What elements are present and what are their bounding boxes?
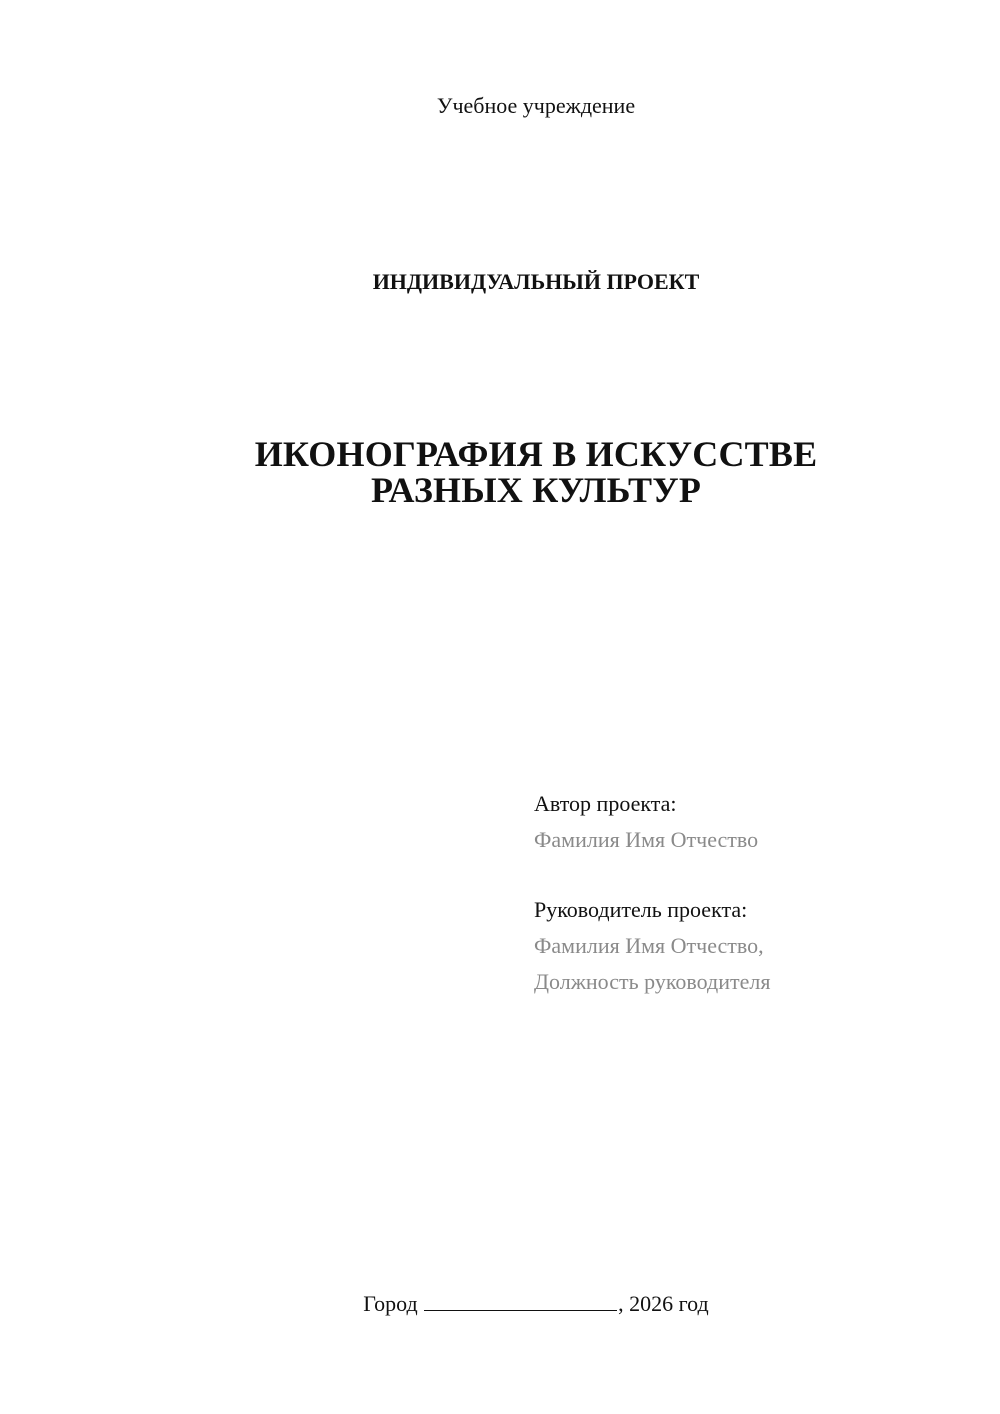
project-title-line-2: РАЗНЫХ КУЛЬТУР <box>370 470 702 510</box>
year-text: , 2026 год <box>618 1291 709 1316</box>
project-title-line-1: ИКОНОГРАФИЯ В ИСКУССТВЕ <box>254 434 818 474</box>
author-block <box>534 786 758 858</box>
supervisor-label: Руководитель проекта: <box>534 897 748 922</box>
supervisor-block <box>534 892 770 1000</box>
city-year-line <box>0 1288 1000 1320</box>
document-type: ИНДИВИДУАЛЬНЫЙ ПРОЕКТ <box>372 269 700 294</box>
author-name: Фамилия Имя Отчество <box>534 827 759 852</box>
author-label: Автор проекта: <box>534 791 677 816</box>
city-blank-line <box>424 1290 617 1311</box>
supervisor-name: Фамилия Имя Отчество, <box>534 933 764 958</box>
institution-name: Учебное учреждение <box>436 93 636 118</box>
city-label: Город <box>363 1291 418 1316</box>
project-title <box>0 436 1000 508</box>
supervisor-position: Должность руководителя <box>534 969 771 994</box>
